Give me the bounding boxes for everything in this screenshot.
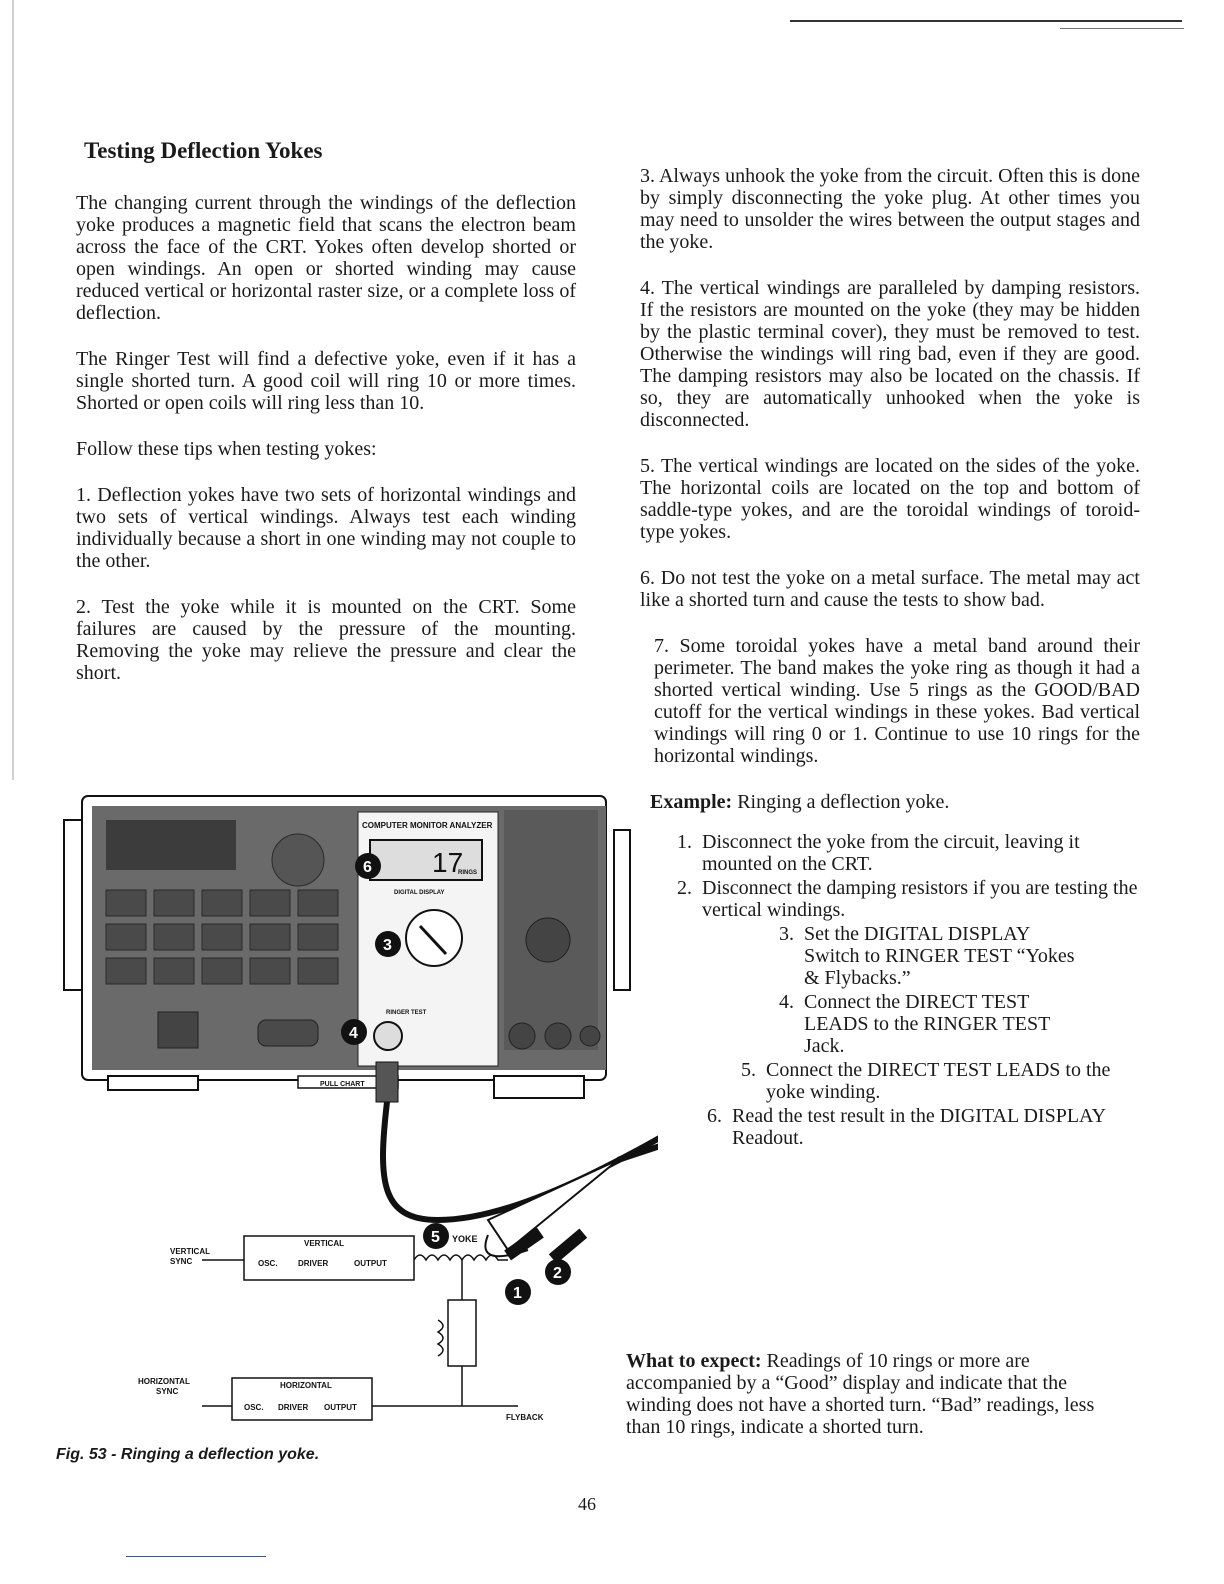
right-column xyxy=(640,165,1140,1151)
step-text: Disconnect the yoke from the circuit, leaving it mounted on the CRT. xyxy=(702,831,1080,875)
test-lead-cable xyxy=(383,1080,658,1220)
figure-ringing-yoke xyxy=(58,780,658,1440)
figure-svg xyxy=(58,780,658,1440)
step-number: 2. xyxy=(677,877,692,899)
flyback-coil xyxy=(438,1320,443,1356)
ringer-paragraph: The Ringer Test will find a defective yoke, even if it has a single shorted turn. A good coil will ring 10 or more times. Shorted or open coils will ring less than 10. xyxy=(76,348,576,414)
step-number: 4. xyxy=(779,991,794,1013)
step-item xyxy=(762,923,1082,989)
page-title: Testing Deflection Yokes xyxy=(84,138,323,163)
callout-5-text: 5 xyxy=(431,1229,440,1246)
step-number: 5. xyxy=(741,1059,756,1081)
left-handle xyxy=(64,820,82,990)
step-text: Connect the DIRECT TEST LEADS to the RINGER TEST Jack. xyxy=(804,991,1050,1057)
scan-edge xyxy=(12,0,14,780)
footer-rule xyxy=(126,1556,266,1557)
step-item xyxy=(660,831,1140,875)
keypad xyxy=(106,890,338,984)
vertical-driver: DRIVER xyxy=(298,1259,329,1268)
vertical-output: OUTPUT xyxy=(354,1259,387,1268)
vertical-sync-label-2: SYNC xyxy=(170,1257,193,1266)
callout-4-text: 4 xyxy=(349,1025,358,1042)
left-foot xyxy=(108,1076,198,1090)
step-item xyxy=(660,877,1140,921)
db-port xyxy=(258,1020,318,1046)
horizontal-osc: OSC. xyxy=(244,1403,264,1412)
connector-port xyxy=(158,1012,198,1048)
step-text: Connect the DIRECT TEST LEADS to the yoke winding. xyxy=(766,1059,1111,1103)
horizontal-sync-label-2: SYNC xyxy=(156,1387,179,1396)
lead-plug xyxy=(376,1062,398,1102)
page-number: 46 xyxy=(578,1494,596,1514)
expect-label: What to expect: xyxy=(626,1350,762,1372)
clip-2 xyxy=(549,1229,587,1264)
what-to-expect xyxy=(626,1350,1106,1438)
callout-6-text: 6 xyxy=(363,859,372,876)
callout-1-text: 1 xyxy=(513,1285,522,1302)
step-number: 6. xyxy=(707,1105,722,1127)
tip-6: 6. Do not test the yoke on a metal surface. The metal may act like a shorted turn and cause the tests to show bad. xyxy=(640,567,1140,611)
logo-panel xyxy=(106,820,236,870)
yoke-label: YOKE xyxy=(452,1234,478,1244)
jack-b xyxy=(545,1023,571,1049)
example-heading xyxy=(650,791,1140,813)
example-text: Ringing a deflection yoke. xyxy=(732,791,950,813)
horizontal-driver: DRIVER xyxy=(278,1403,309,1412)
horizontal-sync-label: HORIZONTAL xyxy=(138,1377,190,1386)
example-label: Example: xyxy=(650,791,733,813)
tip-4: 4. The vertical windings are paralleled by damping resistors. If the resistors are mounted on the yoke (they may be hidden by the plastic terminal cover), they must be removed to test. Otherwise the windings will ring bad, even if they are good. The damping resistors may also be located on the chassis. If so, they are automatically unhooked when the yoke is disconnected. xyxy=(640,277,1140,431)
figure-caption: Fig. 53 - Ringing a deflection yoke. xyxy=(56,1446,320,1463)
step-text: Set the DIGITAL DISPLAY Switch to RINGER TEST “Yokes & Flybacks.” xyxy=(804,923,1075,989)
tip-7: 7. Some toroidal yokes have a metal band around their perimeter. The band makes the yoke ring as though it had a shorted vertical winding. Use 5 rings as the GOOD/BAD cutoff for the vertical windings in these yokes. Bad vertical windings will ring 0 or 1. Continue to use 10 rings for the horizontal windings. xyxy=(654,635,1140,767)
vertical-sync-label: VERTICAL xyxy=(170,1247,210,1256)
horizontal-output: OUTPUT xyxy=(324,1403,357,1412)
function-selector-knob xyxy=(406,910,462,966)
right-handle xyxy=(614,830,630,990)
top-rule xyxy=(790,20,1182,22)
left-column xyxy=(76,140,576,708)
jack-a xyxy=(509,1023,535,1049)
expect-text: Readings of 10 rings or more are accompanied by a “Good” display and indicate that the winding does not have a shorted turn. “Bad” readings, less than 10 rings, indicate a shorted turn. xyxy=(626,1350,1095,1438)
tip-2: 2. Test the yoke while it is mounted on the CRT. Some failures are caused by the pressure of the mounting. Removing the yoke may relieve the pressure and clear the short. xyxy=(76,596,576,684)
callout-2-text: 2 xyxy=(553,1265,562,1282)
display-unit: RINGS xyxy=(458,870,478,876)
right-knob xyxy=(526,918,570,962)
tip-1: 1. Deflection yokes have two sets of horizontal windings and two sets of vertical windings. Always test each winding individually because a short in one winding may not couple to the other. xyxy=(76,484,576,572)
step-text: Read the test result in the DIGITAL DISPLAY Readout. xyxy=(732,1105,1106,1149)
left-knob xyxy=(272,834,324,886)
callout-3-text: 3 xyxy=(383,937,392,954)
step-number: 1. xyxy=(677,831,692,853)
pull-chart-label: PULL CHART xyxy=(320,1081,365,1088)
horizontal-block-title: HORIZONTAL xyxy=(280,1381,332,1390)
tip-5: 5. The vertical windings are located on the sides of the yoke. The horizontal coils are located on the top and bottom of saddle-type yokes, and are the toroidal windings of toroid-type yokes. xyxy=(640,455,1140,543)
steps-list xyxy=(640,831,1140,1149)
ringer-jack xyxy=(374,1022,402,1050)
intro-paragraph: The changing current through the windings of the deflection yoke produces a magnetic field that scans the electron beam across the face of the CRT. Yokes often develop shorted or open windings. An open or shorted winding may cause reduced vertical or horizontal raster size, or a complete loss of deflection. xyxy=(76,192,576,324)
step-number: 3. xyxy=(779,923,794,945)
right-foot xyxy=(494,1076,584,1098)
vertical-yoke-winding xyxy=(414,1255,462,1260)
vertical-block-title: VERTICAL xyxy=(304,1239,344,1248)
step-text: Disconnect the damping resistors if you are testing the vertical windings. xyxy=(702,877,1138,921)
analyzer-label: COMPUTER MONITOR ANALYZER xyxy=(362,821,493,830)
tip-3: 3. Always unhook the yoke from the circuit. Often this is done by simply disconnecting the yoke plug. At other times you may need to unsolder the wires between the output stages and the yoke. xyxy=(640,165,1140,253)
digital-display-label: DIGITAL DISPLAY xyxy=(394,890,445,896)
step-item xyxy=(762,991,1082,1057)
step-item xyxy=(724,1059,1140,1103)
ringer-test-label: RINGER TEST xyxy=(386,1010,427,1016)
flyback-coil-box xyxy=(448,1300,476,1366)
display-reading: 17 xyxy=(432,847,464,878)
vertical-osc: OSC. xyxy=(258,1259,278,1268)
top-rule-secondary xyxy=(1060,28,1184,29)
tips-intro: Follow these tips when testing yokes: xyxy=(76,438,377,460)
step-item xyxy=(690,1105,1140,1149)
jack-c xyxy=(580,1026,600,1046)
flyback-label: FLYBACK xyxy=(506,1413,544,1422)
